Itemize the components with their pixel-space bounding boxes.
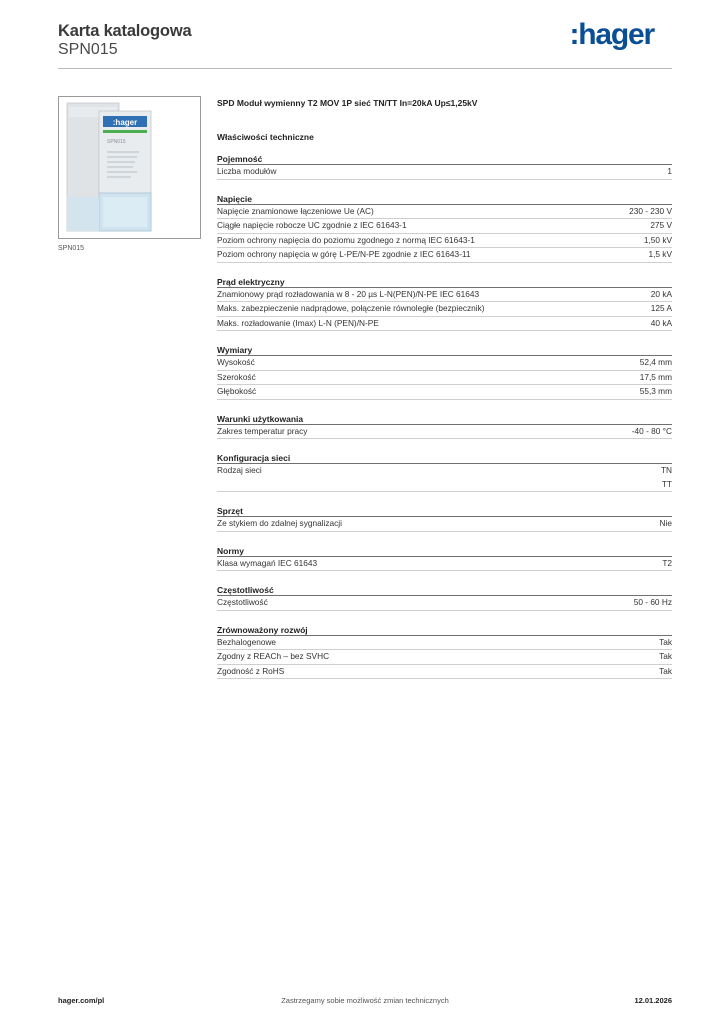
product-code: SPN015: [58, 41, 118, 58]
property-label: Głębokość: [217, 386, 257, 396]
property-label: Maks. rozładowanie (Imax) L-N (PEN)/N-PE: [217, 317, 379, 328]
svg-text::hager: :hager: [112, 118, 138, 127]
property-section: [217, 624, 672, 680]
property-label: Poziom ochrony napięcia do poziomu zgodnego z normą IEC 61643-1: [217, 234, 475, 245]
property-row: [217, 464, 672, 492]
property-label: Zgodny z REACh – bez SVHC: [217, 651, 330, 661]
property-value: 230 - 230 V: [629, 205, 672, 216]
property-row: [217, 596, 672, 611]
property-row: [217, 425, 672, 440]
section-title: Wymiary: [217, 344, 672, 356]
property-value: 125 A: [650, 303, 672, 313]
property-row: [217, 356, 672, 371]
property-row: [217, 205, 672, 220]
property-value: 20 kA: [650, 288, 672, 299]
property-value: T2: [662, 557, 672, 568]
property-section: [217, 545, 672, 572]
property-value: TT: [661, 478, 672, 489]
property-row: [217, 248, 672, 263]
property-value-list: [653, 464, 672, 491]
logo-text: hager: [578, 18, 654, 51]
property-value: Tak: [659, 636, 672, 647]
section-title: Częstotliwość: [217, 584, 672, 596]
property-label: Napięcie znamionowe łączeniowe Ue (AC): [217, 205, 374, 216]
properties-sections: [217, 153, 672, 679]
product-image-caption: SPN015: [58, 245, 85, 252]
header-divider: [58, 68, 672, 69]
property-value: 55,3 mm: [639, 386, 672, 396]
property-value: Tak: [659, 665, 672, 676]
property-row: [217, 636, 672, 651]
footer-note: Zastrzegamy sobie możliwość zmian technicznych: [281, 996, 449, 1005]
property-row: [217, 219, 672, 234]
property-row: [217, 165, 672, 180]
property-value: 1,50 kV: [643, 234, 672, 245]
property-label: Zgodność z RoHS: [217, 665, 285, 676]
property-label: Zakres temperatur pracy: [217, 425, 308, 436]
property-label: Wysokość: [217, 357, 255, 367]
property-label: Rodzaj sieci: [217, 465, 262, 475]
property-value: 275 V: [650, 220, 672, 230]
property-row: [217, 317, 672, 332]
property-value: 1,5 kV: [648, 249, 672, 259]
property-row: [217, 650, 672, 665]
property-row: [217, 665, 672, 680]
property-value: 50 - 60 Hz: [633, 597, 672, 607]
product-description: SPD Moduł wymienny T2 MOV 1P sieć TN/TT In=20kA Up≤1,25kV: [217, 98, 478, 108]
footer-date: 12.01.2026: [634, 996, 672, 1005]
property-row: [217, 517, 672, 532]
property-section: [217, 452, 672, 492]
property-value: 17,5 mm: [639, 371, 672, 382]
hager-logo: :hager: [569, 18, 654, 51]
property-label: Częstotliwość: [217, 597, 268, 607]
footer-website: hager.com/pl: [58, 996, 105, 1005]
property-section: [217, 505, 672, 532]
property-row: [217, 385, 672, 400]
section-title: Konfiguracja sieci: [217, 452, 672, 464]
document-title: Karta katalogowa: [58, 22, 192, 40]
property-row: [217, 234, 672, 249]
property-section: [217, 584, 672, 611]
product-image-label: SPN015: [107, 139, 126, 145]
property-label: Klasa wymagań IEC 61643: [217, 557, 318, 568]
property-value: Tak: [659, 651, 672, 661]
property-label: Ciągłe napięcie robocze UC zgodnie z IEC 61643-1: [217, 220, 407, 230]
technical-properties-title: Właściwości techniczne: [217, 132, 314, 142]
page-header: [58, 18, 672, 68]
property-section: [217, 276, 672, 332]
section-title: Pojemność: [217, 153, 672, 165]
property-row: [217, 288, 672, 303]
section-title: Warunki użytkowania: [217, 413, 672, 425]
product-image: [59, 97, 200, 238]
property-label: Szerokość: [217, 371, 256, 382]
property-value: 1: [667, 166, 672, 176]
property-section: [217, 153, 672, 180]
property-row: [217, 557, 672, 572]
main-content: [217, 96, 672, 692]
property-row: [217, 302, 672, 317]
property-section: [217, 193, 672, 263]
property-value: Nie: [659, 518, 672, 528]
section-title: Sprzęt: [217, 505, 672, 517]
property-value: TN: [660, 465, 672, 475]
property-label: Bezhalogenowe: [217, 636, 277, 647]
product-image-frame: [58, 96, 201, 239]
section-title: Normy: [217, 545, 672, 557]
section-title: Napięcie: [217, 193, 672, 205]
section-title: Prąd elektryczny: [217, 276, 672, 288]
property-value: 52,4 mm: [639, 357, 672, 367]
property-label: Liczba modułów: [217, 166, 277, 176]
page-footer: [58, 996, 672, 1010]
property-section: [217, 413, 672, 440]
property-value: -40 - 80 °C: [631, 425, 672, 436]
property-label: Poziom ochrony napięcia w górę L-PE/N-PE zgodnie z IEC 61643-11: [217, 249, 471, 259]
property-label: Znamionowy prąd rozładowania w 8 - 20 µs L-N(PEN)/N-PE IEC 61643: [217, 288, 480, 299]
section-title: Zrównoważony rozwój: [217, 624, 672, 636]
property-row: [217, 371, 672, 386]
property-label: Maks. zabezpieczenie nadprądowe, połączenie równoległe (bezpiecznik): [217, 303, 485, 313]
property-value: 40 kA: [650, 317, 672, 328]
property-label: Ze stykiem do zdalnej sygnalizacji: [217, 518, 342, 528]
property-section: [217, 344, 672, 400]
